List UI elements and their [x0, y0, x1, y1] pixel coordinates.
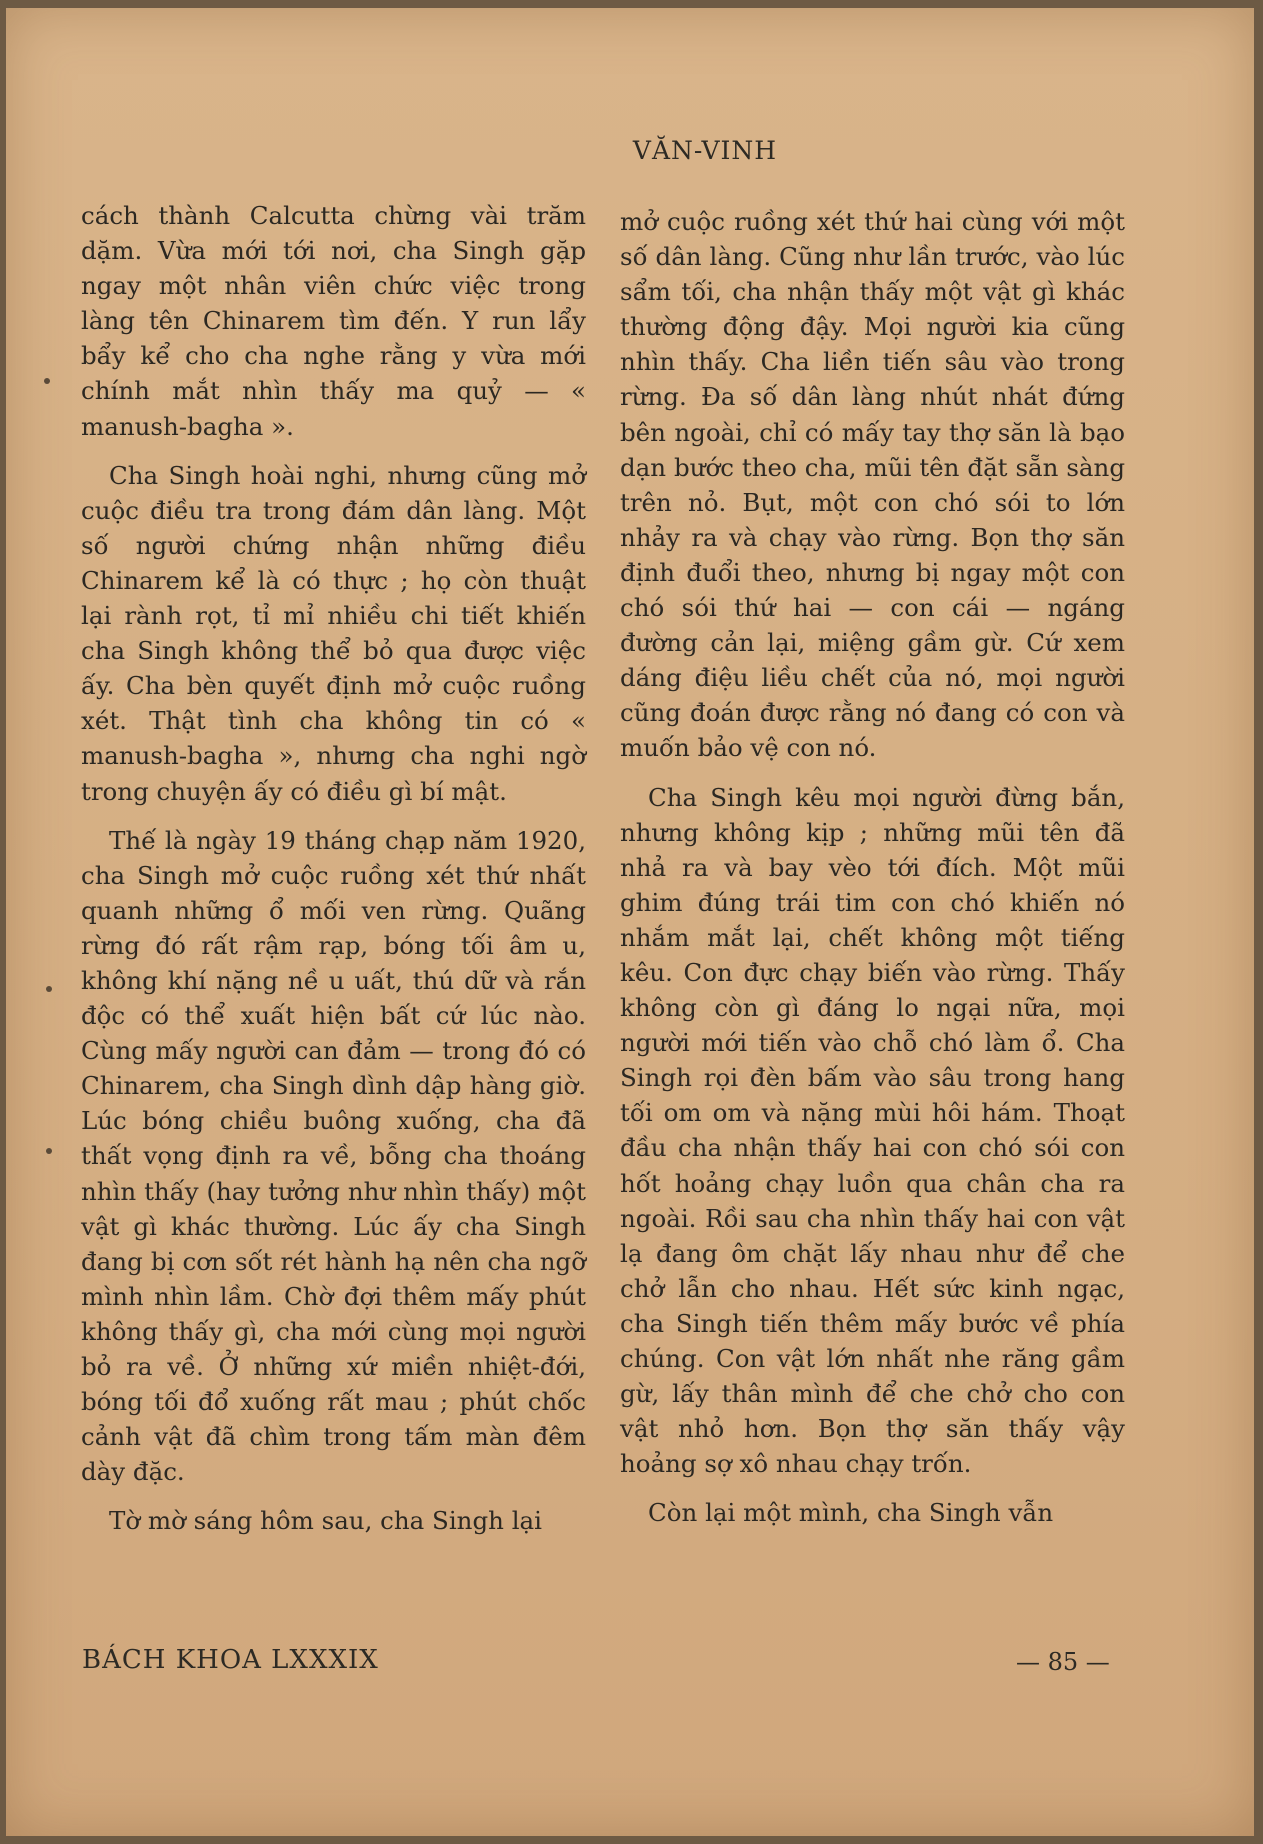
page-number: — 85 —: [1016, 1648, 1110, 1676]
book-page: [6, 8, 1254, 1836]
paragraph: mở cuộc ruồng xét thứ hai cùng với một số dân làng. Cũng như lần trước, vào lúc sẩm tối, cha nhận thấy một vật gì khác thường động đậy. Mọi người kia cũng nhìn thấy. Cha liền tiến sâu vào trong rừng. Đa số dân làng nhút nhát đứng bên ngoài, chỉ có mấy tay thợ săn là bạo dạn bước theo cha, mũi tên đặt sẵn sàng trên nỏ. Bụt, một con chó sói to lớn nhảy ra và chạy vào rừng. Bọn thợ săn định đuổi theo, nhưng bị ngay một con chó sói thứ hai — con cái — ngáng đường cản lại, miệng gầm gừ. Cứ xem dáng điệu liều chết của nó, mọi người cũng đoán được rằng nó đang có con và muốn bảo vệ con nó.: [620, 207, 1125, 763]
paragraph: cách thành Calcutta chừng vài trăm dặm. Vừa mới tới nơi, cha Singh gặp ngay một nhân viên chức việc trong làng tên Chinarem tìm đến. Y run lẩy bẩy kể cho cha nghe rằng y vừa mới chính mắt nhìn thấy ma quỷ — « manush-bagha ».: [81, 201, 586, 441]
paragraph: Còn lại một mình, cha Singh vẫn: [648, 1498, 1054, 1528]
left-column: [81, 198, 586, 1552]
paragraph: Cha Singh kêu mọi người đừng bắn, nhưng không kịp ; những mũi tên đã nhả ra và bay vèo tới đích. Một mũi ghim đúng trái tim con chó khiến nó nhắm mắt lại, chết không một tiếng kêu. Con đực chạy biến vào rừng. Thấy không còn gì đáng lo ngại nữa, mọi người mới tiến vào chỗ chó làm ổ. Cha Singh rọi đèn bấm vào sâu trong hang tối om om và nặng mùi hôi hám. Thoạt đầu cha nhận thấy hai con chó sói con hốt hoảng chạy luồn qua chân cha ra ngoài. Rồi sau cha nhìn thấy hai con vật lạ đang ôm chặt lấy nhau như để che chở lẫn cho nhau. Hết sức kinh ngạc, cha Singh tiến thêm mấy bước về phía chúng. Con vật lớn nhất nhe răng gầm gừ, lấy thân mình để che chở cho con vật nhỏ hơn. Bọn thợ săn thấy vậy hoảng sợ xô nhau chạy trốn.: [620, 782, 1125, 1479]
paragraph: Tờ mờ sáng hôm sau, cha Singh lại: [109, 1506, 542, 1536]
running-header: VĂN-VINH: [632, 136, 778, 165]
paragraph: Cha Singh hoài nghi, nhưng cũng mở cuộc điều tra trong đám dân làng. Một số người chứng nhận những điều Chinarem kể là có thực ; họ còn thuật lại rành rọt, tỉ mỉ nhiều chi tiết khiến cha Singh không thể bỏ qua được việc ấy. Cha bèn quyết định mở cuộc ruồng xét. Thật tình cha không tin có « manush-bagha », nhưng cha nghi ngờ trong chuyện ấy có điều gì bí mật.: [81, 460, 586, 806]
paragraph: Thế là ngày 19 tháng chạp năm 1920, cha Singh mở cuộc ruồng xét thứ nhất quanh những ổ mối ven rừng. Quãng rừng đó rất rậm rạp, bóng tối âm u, không khí nặng nề u uất, thú dữ và rắn độc có thể xuất hiện bất cứ lúc nào. Cùng mấy người can đảm — trong đó có Chinarem, cha Singh dình dập hàng giờ. Lúc bóng chiều buông xuống, cha đã thất vọng định ra về, bỗng cha thoáng nhìn thấy (hay tưởng như nhìn thấy) một vật gì khác thường. Lúc ấy cha Singh đang bị cơn sốt rét hành hạ nên cha ngỡ mình nhìn lầm. Chờ đợi thêm mấy phút không thấy gì, cha mới cùng mọi người bỏ ra về. Ở những xứ miền nhiệt-đới, bóng tối đổ xuống rất mau ; phút chốc cảnh vật đã chìm trong tấm màn đêm dày đặc.: [81, 825, 586, 1487]
publication-footer: BÁCH KHOA LXXXIX: [82, 1645, 379, 1675]
right-column: [620, 204, 1125, 1544]
paper-speck: [44, 378, 50, 384]
paper-speck: [46, 986, 52, 992]
paper-speck: [46, 1148, 52, 1154]
